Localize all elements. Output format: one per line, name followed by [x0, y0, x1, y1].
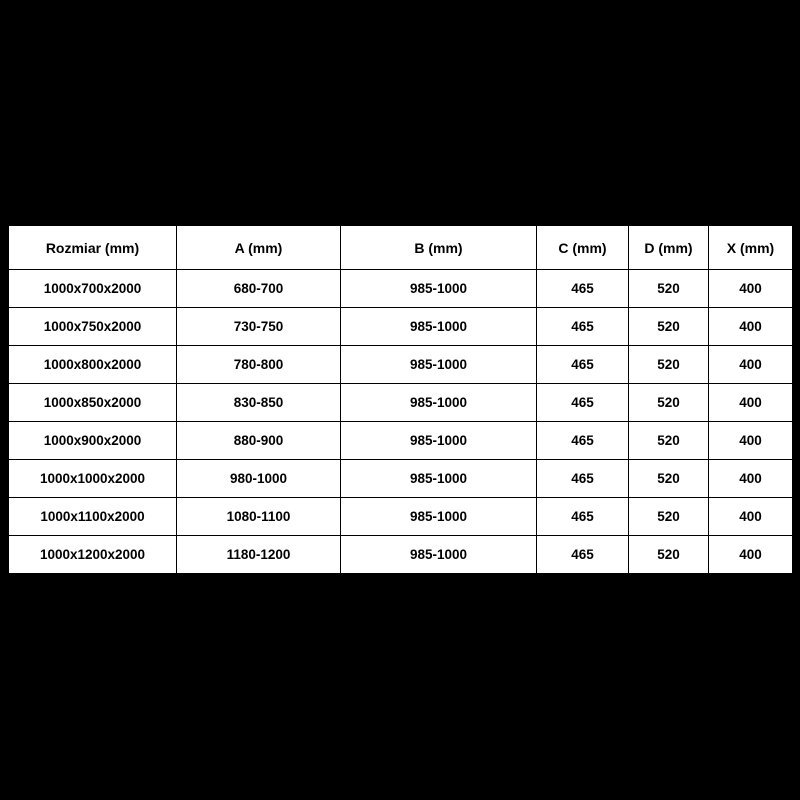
cell-c: 465 [537, 384, 629, 422]
cell-d: 520 [629, 498, 709, 536]
cell-c: 465 [537, 460, 629, 498]
cell-a: 830-850 [177, 384, 341, 422]
cell-a: 730-750 [177, 308, 341, 346]
table-row [9, 384, 793, 422]
cell-c: 465 [537, 346, 629, 384]
column-header-x: X (mm) [709, 226, 793, 270]
column-header-c: C (mm) [537, 226, 629, 270]
cell-rozmiar: 1000x850x2000 [9, 384, 177, 422]
cell-rozmiar: 1000x1000x2000 [9, 460, 177, 498]
cell-d: 520 [629, 536, 709, 574]
cell-a: 1180-1200 [177, 536, 341, 574]
cell-x: 400 [709, 384, 793, 422]
cell-x: 400 [709, 536, 793, 574]
cell-rozmiar: 1000x750x2000 [9, 308, 177, 346]
cell-rozmiar: 1000x700x2000 [9, 270, 177, 308]
table-row [9, 536, 793, 574]
cell-d: 520 [629, 384, 709, 422]
cell-b: 985-1000 [341, 498, 537, 536]
cell-b: 985-1000 [341, 308, 537, 346]
table-row [9, 498, 793, 536]
cell-a: 1080-1100 [177, 498, 341, 536]
cell-b: 985-1000 [341, 384, 537, 422]
cell-x: 400 [709, 346, 793, 384]
cell-b: 985-1000 [341, 422, 537, 460]
cell-rozmiar: 1000x900x2000 [9, 422, 177, 460]
table-header-row [9, 226, 793, 270]
cell-c: 465 [537, 498, 629, 536]
cell-c: 465 [537, 422, 629, 460]
cell-d: 520 [629, 308, 709, 346]
table-header [9, 226, 793, 270]
column-header-rozmiar: Rozmiar (mm) [9, 226, 177, 270]
cell-x: 400 [709, 270, 793, 308]
cell-x: 400 [709, 498, 793, 536]
spec-table-container [8, 225, 792, 574]
cell-d: 520 [629, 346, 709, 384]
cell-b: 985-1000 [341, 460, 537, 498]
cell-c: 465 [537, 270, 629, 308]
column-header-d: D (mm) [629, 226, 709, 270]
column-header-a: A (mm) [177, 226, 341, 270]
cell-b: 985-1000 [341, 536, 537, 574]
cell-d: 520 [629, 270, 709, 308]
table-row [9, 422, 793, 460]
table-row [9, 270, 793, 308]
cell-x: 400 [709, 460, 793, 498]
cell-x: 400 [709, 422, 793, 460]
cell-d: 520 [629, 460, 709, 498]
cell-b: 985-1000 [341, 346, 537, 384]
spec-table [8, 225, 793, 574]
cell-a: 780-800 [177, 346, 341, 384]
cell-x: 400 [709, 308, 793, 346]
table-body [9, 270, 793, 574]
cell-a: 880-900 [177, 422, 341, 460]
cell-rozmiar: 1000x1200x2000 [9, 536, 177, 574]
cell-d: 520 [629, 422, 709, 460]
table-row [9, 460, 793, 498]
cell-c: 465 [537, 308, 629, 346]
table-row [9, 346, 793, 384]
cell-a: 980-1000 [177, 460, 341, 498]
cell-a: 680-700 [177, 270, 341, 308]
cell-rozmiar: 1000x1100x2000 [9, 498, 177, 536]
column-header-b: B (mm) [341, 226, 537, 270]
cell-c: 465 [537, 536, 629, 574]
table-row [9, 308, 793, 346]
cell-b: 985-1000 [341, 270, 537, 308]
cell-rozmiar: 1000x800x2000 [9, 346, 177, 384]
